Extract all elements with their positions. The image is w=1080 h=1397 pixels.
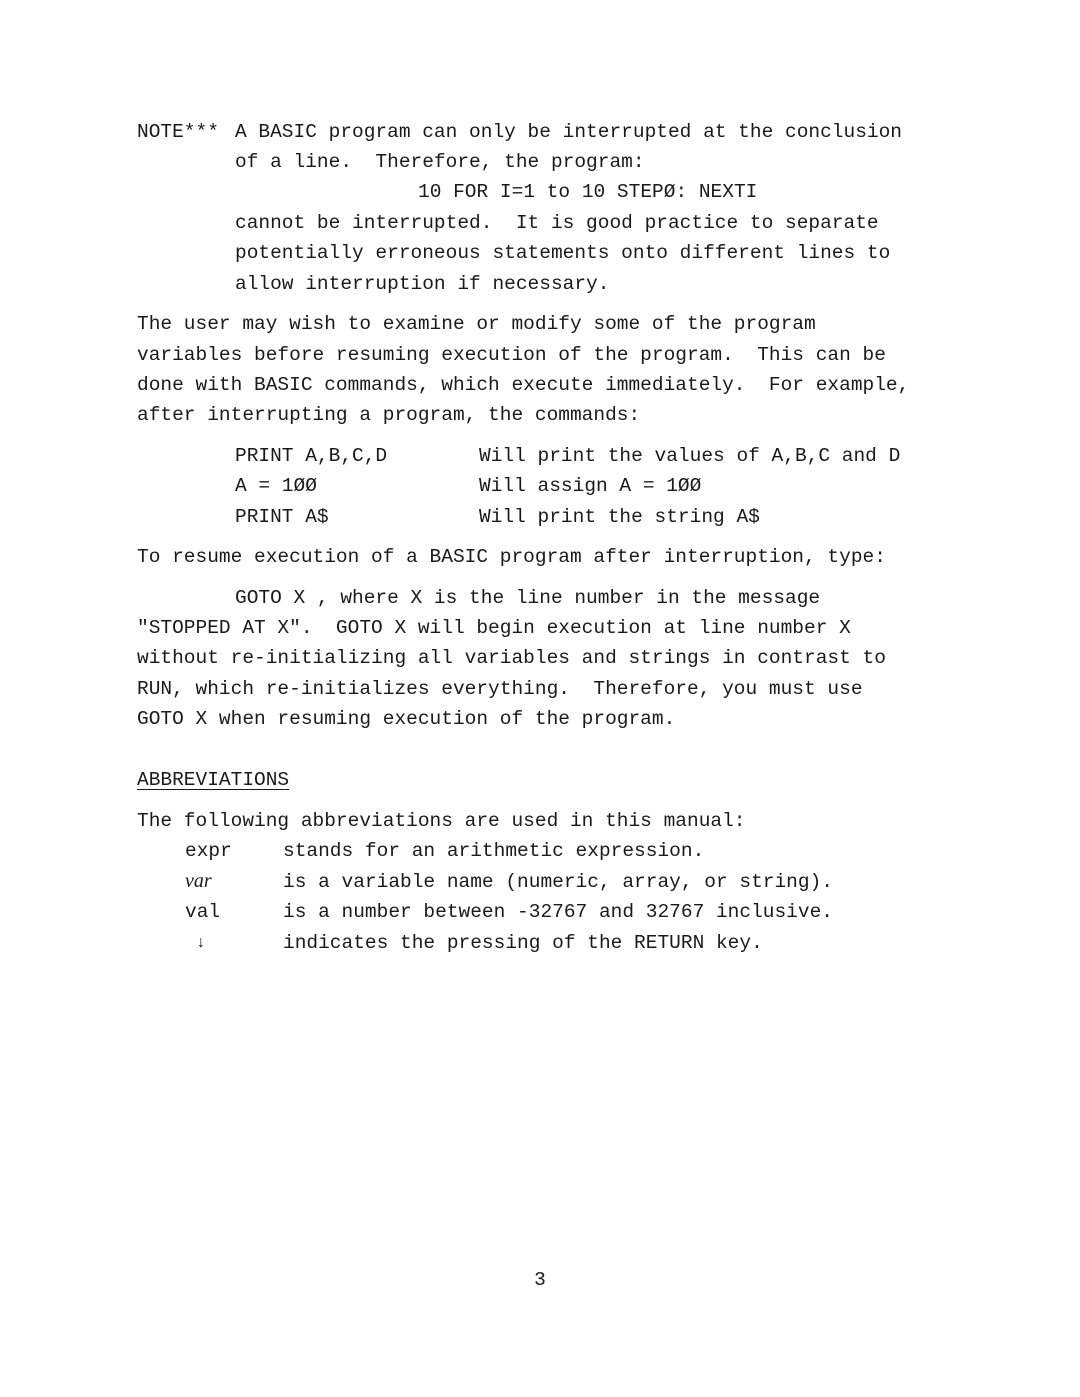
command-description: Will assign A = 1ØØ — [479, 475, 702, 497]
note-line-4: potentially erroneous statements onto different lines to — [235, 242, 891, 264]
return-arrow-icon: ↓ — [196, 934, 206, 952]
command-code: PRINT A$ — [235, 506, 329, 528]
para2-line-3: without re-initializing all variables and strings in contrast to — [137, 647, 886, 669]
note-line-5: allow interruption if necessary. — [235, 273, 610, 295]
abbreviations-intro: The following abbreviations are used in this manual: — [137, 810, 746, 832]
note-line-3: cannot be interrupted. It is good practice to separate — [235, 212, 879, 234]
page-number: 3 — [534, 1269, 546, 1291]
abbreviation-definition: is a variable name (numeric, array, or string). — [283, 871, 833, 893]
para1-line-3: done with BASIC commands, which execute immediately. For example, — [137, 374, 910, 396]
para2-line-1: GOTO X , where X is the line number in the message — [235, 587, 821, 609]
command-code: A = 1ØØ — [235, 475, 317, 497]
abbreviation-definition: is a number between -32767 and 32767 inclusive. — [283, 901, 833, 923]
para2-line-4: RUN, which re-initializes everything. Therefore, you must use — [137, 678, 863, 700]
abbreviations-heading: ABBREVIATIONS — [137, 769, 290, 791]
para2-line-5: GOTO X when resuming execution of the program. — [137, 708, 676, 730]
abbreviation-term: expr — [185, 840, 232, 862]
para2-line-2: "STOPPED AT X". GOTO X will begin execution at line number X — [137, 617, 851, 639]
note-line-1: A BASIC program can only be interrupted at the conclusion — [235, 121, 903, 143]
para1-line-1: The user may wish to examine or modify some of the program — [137, 313, 816, 335]
note-line-2: of a line. Therefore, the program: — [235, 151, 645, 173]
command-code: PRINT A,B,C,D — [235, 445, 388, 467]
para1-line-4: after interrupting a program, the commands: — [137, 404, 641, 426]
resume-intro: To resume execution of a BASIC program after interruption, type: — [137, 546, 886, 568]
abbreviation-term: val — [185, 901, 221, 923]
abbreviation-definition: indicates the pressing of the RETURN key. — [283, 932, 763, 954]
abbreviation-definition: stands for an arithmetic expression. — [283, 840, 705, 862]
para1-line-2: variables before resuming execution of the program. This can be — [137, 344, 886, 366]
note-label: NOTE*** — [137, 121, 219, 143]
note-code: 10 FOR I=1 to 10 STEPØ: NEXTI — [418, 181, 758, 203]
command-description: Will print the string A$ — [479, 506, 760, 528]
command-description: Will print the values of A,B,C and D — [479, 445, 901, 467]
abbreviation-term: var — [185, 870, 212, 892]
